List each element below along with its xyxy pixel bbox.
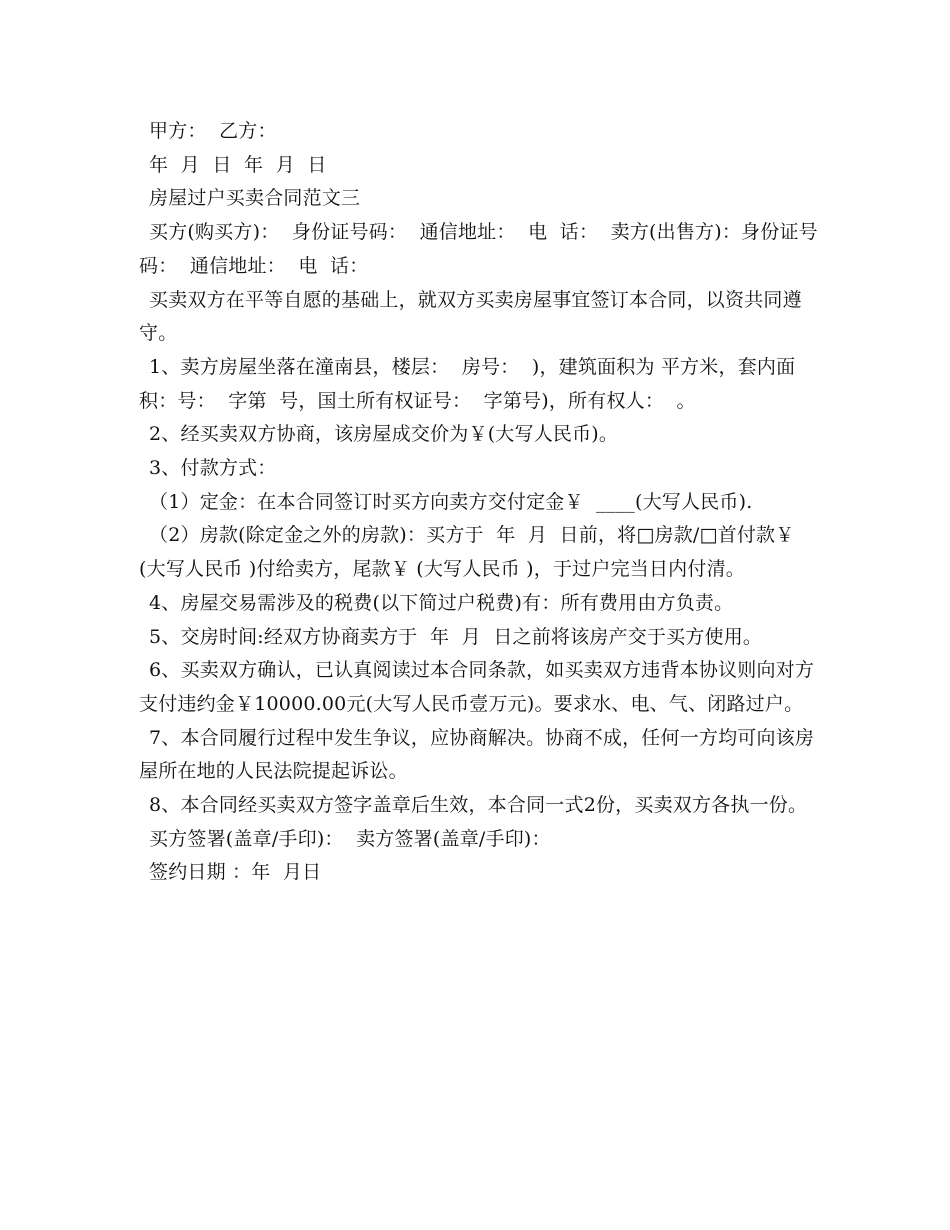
clause-1: 1、卖方房屋坐落在潼南县，楼层： 房号： )，建筑面积为 平方米，套内面积：号： 字第 号，国土所有权证号： 字第号)，所有权人： 。 bbox=[139, 355, 796, 412]
clause-6: 6、买卖双方确认，已认真阅读过本合同条款，如买卖双方违背本协议则向对方支付违约金￥10000.00元(大写人民币壹万元)。要求水、电、气、闭路过户。 bbox=[139, 659, 815, 715]
clause-3-2: （2）房款(除定金之外的房款)：买方于 年 月 日前，将□房款/□首付款￥ (大写人民币 )付给卖方，尾款￥ (大写人民币 )，于过户完当日内付清。 bbox=[139, 524, 801, 581]
party-signature-line: 甲方： 乙方： bbox=[149, 120, 277, 142]
contract-body bbox=[139, 115, 819, 890]
date-line: 年 月 日 年 月 日 bbox=[149, 153, 327, 176]
signature-line: 买方签署(盖章/手印)： 卖方签署(盖章/手印)： bbox=[149, 827, 551, 850]
clause-5: 5、交房时间:经双方协商卖方于 年 月 日之前将该房产交于买方使用。 bbox=[149, 625, 763, 648]
clause-3-1: （1）定金：在本合同签订时买方向卖方交付定金￥ ____(大写人民币). bbox=[149, 490, 753, 513]
clause-2: 2、经买卖双方协商，该房屋成交价为￥(大写人民币)。 bbox=[149, 423, 619, 446]
clause-8: 8、本合同经买卖双方签字盖章后生效，本合同一式2份，买卖双方各执一份。 bbox=[149, 794, 808, 817]
parties-info: 买方(购买方)： 身份证号码： 通信地址： 电 话： 卖方(出售方)：身份证号码： 通信地址： 电 话： bbox=[139, 221, 818, 277]
clause-3-heading: 3、付款方式： bbox=[149, 457, 277, 480]
preamble-paragraph: 买卖双方在平等自愿的基础上，就双方买卖房屋事宜签订本合同，以资共同遵守。 bbox=[139, 288, 802, 345]
clause-4: 4、房屋交易需涉及的税费(以下简过户税费)有：所有费用由方负责。 bbox=[149, 591, 734, 614]
signing-date-line: 签约日期 ：年 月日 bbox=[149, 861, 322, 884]
contract-title: 房屋过户买卖合同范文三 bbox=[149, 187, 361, 210]
clause-7: 7、本合同履行过程中发生争议，应协商解决。协商不成，任何一方均可向该房屋所在地的人民法院提起诉讼。 bbox=[139, 726, 815, 783]
